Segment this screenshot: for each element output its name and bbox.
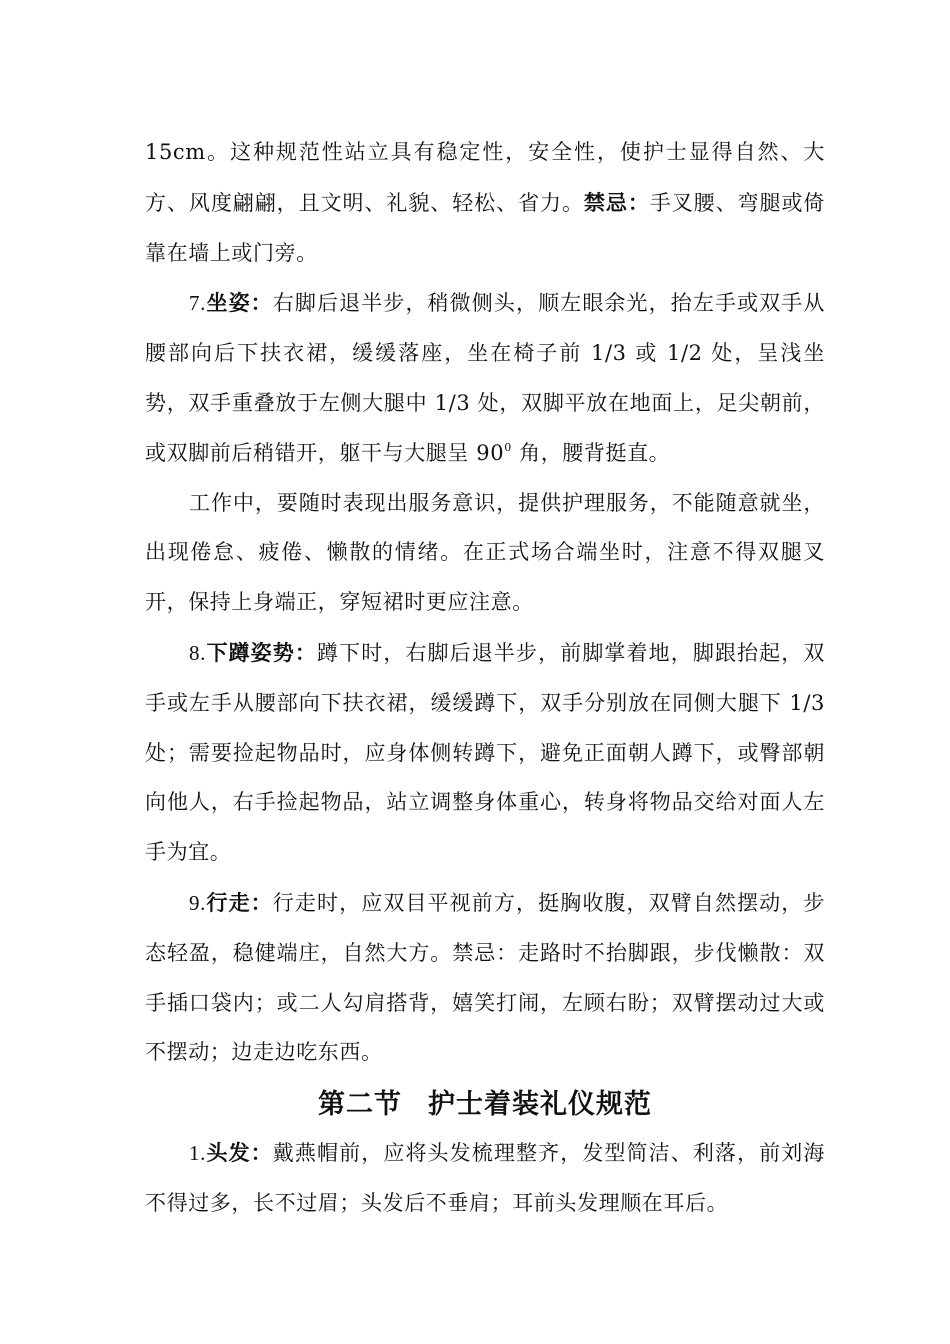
item-text: 角，腰背挺直。 [511, 440, 671, 465]
paragraph-text: 手叉腰、弯腿或倚靠在墙上或门旁。 [145, 190, 825, 265]
item-title: 头发： [205, 1140, 273, 1166]
paragraph-text: 工作中，要随时表现出服务意识，提供护理服务，不能随意就坐，出现倦怠、疲倦、懒散的情绪。在正式场合端坐时，注意不得双腿叉开，保持上身端正，穿短裙时更应注意。 [145, 490, 825, 615]
item-number: 7. [189, 291, 206, 316]
item-sitting-posture [145, 278, 825, 478]
item-number: 9. [189, 890, 206, 915]
item-text: 右脚后退半步，稍微侧头，顺左眼余光，抬左手或双手从腰部向后下扶衣裙，缓缓落座，坐在椅子前 1/3 或 1/2 处，呈浅坐势，双手重叠放于左侧大腿中 1/3 处，双脚平放在地面上，足尖朝前，或双脚前后稍错开，躯干与大腿呈 90 [145, 291, 825, 465]
item-number: 8. [189, 640, 206, 665]
degree-superscript: 0 [504, 440, 512, 454]
item-number: 1. [189, 1141, 206, 1166]
item-title: 坐姿： [205, 290, 273, 316]
item-text: 戴燕帽前，应将头发梳理整齐，发型简洁、利落，前刘海不得过多，长不过眉；头发后不垂肩；耳前头发理顺在耳后。 [145, 1141, 825, 1215]
item-squatting-posture [145, 628, 825, 878]
paragraph-standing-end [145, 128, 825, 278]
item-text: 行走时，应双目平视前方，挺胸收腹，双臂自然摆动，步态轻盈，稳健端庄，自然大方。禁忌：走路时不抬脚跟，步伐懒散：双手插口袋内；或二人勾肩搭背，嬉笑打闹，左顾右盼；双臂摆动过大或不摆动；边走边吃东西。 [145, 890, 825, 1065]
item-title: 行走： [205, 889, 273, 915]
taboo-label: 禁忌： [583, 189, 650, 215]
item-title: 下蹲姿势： [205, 639, 318, 665]
paragraph-work-attitude [145, 479, 825, 628]
paragraph-text: 15cm。这种规范性站立具有稳定性，安全性，使护士显得自然、大方、风度翩翩，且文明、礼貌、轻松、省力。 [145, 140, 825, 215]
item-walking [145, 878, 825, 1078]
section-number: 第二节 [318, 1089, 402, 1121]
section-heading [145, 1082, 825, 1128]
document-body [145, 128, 825, 1229]
section-title: 护士着装礼仪规范 [428, 1089, 652, 1121]
item-hair [145, 1128, 825, 1229]
item-text: 蹲下时，右脚后退半步，前脚掌着地，脚跟抬起，双手或左手从腰部向下扶衣裙，缓缓蹲下，双手分别放在同侧大腿下 1/3 处；需要捡起物品时，应身体侧转蹲下，避免正面朝人蹲下，或臀部朝向他人，右手捡起物品，站立调整身体重心，转身将物品交给对面人左手为宜。 [145, 640, 825, 865]
